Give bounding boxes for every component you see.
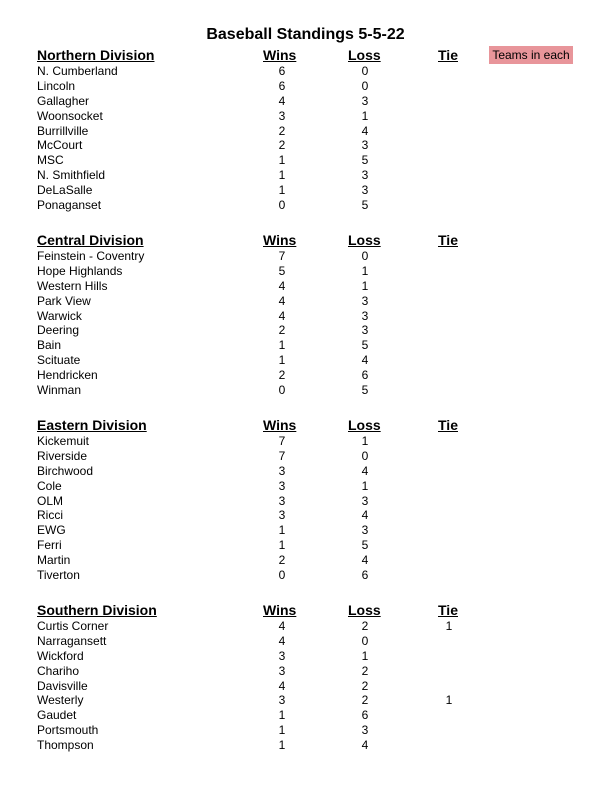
team-losses: 4	[361, 738, 369, 753]
team-name: N. Smithfield	[37, 168, 106, 183]
team-losses: 1	[361, 434, 369, 448]
team-row	[0, 553, 611, 568]
tie-header: Tie	[438, 232, 458, 248]
team-name: Gallagher	[37, 93, 90, 108]
team-losses: 1	[361, 278, 369, 293]
team-name: Deering	[37, 323, 80, 338]
team-wins: 6	[278, 78, 286, 93]
team-row	[0, 279, 611, 294]
team-name: Wickford	[37, 648, 84, 663]
team-row	[0, 568, 611, 583]
team-name: Ponaganset	[37, 198, 102, 213]
team-name: Riverside	[37, 448, 88, 463]
team-losses: 3	[361, 183, 369, 198]
team-row	[0, 494, 611, 509]
team-name: OLM	[37, 493, 64, 508]
team-losses: 0	[361, 64, 369, 78]
division-section	[0, 602, 611, 753]
wins-header: Wins	[263, 47, 297, 63]
team-row	[0, 708, 611, 723]
team-losses: 2	[361, 693, 369, 708]
team-wins: 4	[278, 678, 286, 693]
team-list	[0, 249, 611, 398]
team-name: Narragansett	[37, 633, 107, 648]
team-wins: 6	[278, 64, 286, 78]
team-wins: 1	[278, 538, 286, 553]
team-name: Kickemuit	[37, 434, 90, 448]
team-wins: 3	[278, 463, 286, 478]
team-ties: 1	[445, 619, 453, 633]
team-name: Lincoln	[37, 78, 76, 93]
team-row	[0, 294, 611, 309]
team-row	[0, 723, 611, 738]
team-row	[0, 634, 611, 649]
division-header	[0, 417, 611, 434]
team-row	[0, 383, 611, 398]
team-row	[0, 323, 611, 338]
team-wins: 1	[278, 183, 286, 198]
team-name: Gaudet	[37, 708, 77, 723]
team-row	[0, 183, 611, 198]
team-wins: 4	[278, 633, 286, 648]
team-wins: 3	[278, 648, 286, 663]
team-wins: 0	[278, 568, 286, 583]
team-name: Portsmouth	[37, 723, 99, 738]
tie-header: Tie	[438, 417, 458, 433]
division-name: Central Division	[37, 232, 144, 248]
team-row	[0, 508, 611, 523]
team-losses: 5	[361, 153, 369, 168]
team-losses: 4	[361, 123, 369, 138]
division-header	[0, 602, 611, 619]
team-row	[0, 693, 611, 708]
team-row	[0, 249, 611, 264]
team-losses: 3	[361, 308, 369, 323]
team-wins: 2	[278, 368, 286, 383]
team-row	[0, 168, 611, 183]
loss-header: Loss	[348, 232, 381, 248]
tie-header: Tie	[438, 602, 458, 618]
team-name: Bain	[37, 338, 62, 353]
team-losses: 0	[361, 78, 369, 93]
team-wins: 3	[278, 508, 286, 523]
team-name: Birchwood	[37, 463, 94, 478]
team-name: McCourt	[37, 138, 83, 153]
team-wins: 3	[278, 478, 286, 493]
team-losses: 5	[361, 538, 369, 553]
team-row	[0, 64, 611, 79]
team-losses: 6	[361, 368, 369, 383]
loss-header: Loss	[348, 417, 381, 433]
team-name: EWG	[37, 523, 66, 538]
team-row	[0, 664, 611, 679]
team-wins: 1	[278, 153, 286, 168]
team-losses: 3	[361, 138, 369, 153]
division-name: Southern Division	[37, 602, 157, 618]
team-losses: 2	[361, 678, 369, 693]
team-name: Scituate	[37, 353, 81, 368]
team-wins: 4	[278, 619, 286, 633]
wins-header: Wins	[263, 602, 297, 618]
division-name: Eastern Division	[37, 417, 147, 433]
team-name: Ricci	[37, 508, 63, 523]
division-section	[0, 47, 611, 213]
team-name: N. Cumberland	[37, 64, 118, 78]
team-losses: 1	[361, 108, 369, 123]
team-name: Davisville	[37, 678, 88, 693]
team-row	[0, 309, 611, 324]
division-header	[0, 232, 611, 249]
team-losses: 2	[361, 619, 369, 633]
team-wins: 2	[278, 553, 286, 568]
team-losses: 4	[361, 463, 369, 478]
team-name: Winman	[37, 383, 82, 398]
team-name: Burrillville	[37, 123, 89, 138]
team-row	[0, 523, 611, 538]
team-name: Tiverton	[37, 568, 80, 583]
team-wins: 1	[278, 738, 286, 753]
team-wins: 3	[278, 493, 286, 508]
team-name: DeLaSalle	[37, 183, 93, 198]
team-name: Curtis Corner	[37, 619, 109, 633]
tie-header: Tie	[438, 47, 458, 63]
team-losses: 3	[361, 293, 369, 308]
team-losses: 0	[361, 448, 369, 463]
team-losses: 3	[361, 323, 369, 338]
team-wins: 4	[278, 293, 286, 308]
team-wins: 1	[278, 168, 286, 183]
team-wins: 1	[278, 353, 286, 368]
team-name: Martin	[37, 553, 71, 568]
team-row	[0, 449, 611, 464]
team-row	[0, 649, 611, 664]
team-losses: 3	[361, 493, 369, 508]
team-name: Feinstein - Coventry	[37, 249, 145, 263]
wins-header: Wins	[263, 232, 297, 248]
team-ties: 1	[445, 693, 453, 708]
team-row	[0, 138, 611, 153]
division-section	[0, 232, 611, 398]
team-wins: 4	[278, 308, 286, 323]
team-row	[0, 124, 611, 139]
team-wins: 4	[278, 278, 286, 293]
team-row	[0, 353, 611, 368]
team-wins: 0	[278, 383, 286, 398]
team-row	[0, 434, 611, 449]
team-losses: 5	[361, 338, 369, 353]
team-row	[0, 94, 611, 109]
team-losses: 1	[361, 263, 369, 278]
team-wins: 2	[278, 138, 286, 153]
team-name: Woonsocket	[37, 108, 103, 123]
team-wins: 1	[278, 708, 286, 723]
page-title: Baseball Standings 5-5-22	[206, 26, 405, 43]
team-row	[0, 479, 611, 494]
team-row	[0, 368, 611, 383]
loss-header: Loss	[348, 47, 381, 63]
team-losses: 4	[361, 553, 369, 568]
division-name: Northern Division	[37, 47, 155, 63]
team-name: Hope Highlands	[37, 263, 123, 278]
team-name: Hendricken	[37, 368, 98, 383]
team-row	[0, 153, 611, 168]
team-wins: 7	[278, 434, 286, 448]
team-name: Westerly	[37, 693, 84, 708]
team-name: Park View	[37, 293, 91, 308]
team-losses: 0	[361, 249, 369, 263]
team-row	[0, 538, 611, 553]
wins-header: Wins	[263, 417, 297, 433]
team-losses: 0	[361, 633, 369, 648]
team-losses: 1	[361, 478, 369, 493]
team-wins: 2	[278, 323, 286, 338]
team-wins: 7	[278, 249, 286, 263]
team-row	[0, 679, 611, 694]
team-losses: 3	[361, 168, 369, 183]
team-row	[0, 109, 611, 124]
team-wins: 5	[278, 263, 286, 278]
team-name: Western Hills	[37, 278, 108, 293]
team-row	[0, 79, 611, 94]
team-losses: 3	[361, 93, 369, 108]
team-name: Warwick	[37, 308, 82, 323]
team-row	[0, 338, 611, 353]
division-header	[0, 47, 611, 64]
team-name: MSC	[37, 153, 64, 168]
team-wins: 3	[278, 108, 286, 123]
team-name: Thompson	[37, 738, 94, 753]
team-wins: 3	[278, 693, 286, 708]
team-losses: 2	[361, 663, 369, 678]
team-wins: 1	[278, 723, 286, 738]
team-losses: 4	[361, 508, 369, 523]
team-wins: 1	[278, 338, 286, 353]
division-section	[0, 417, 611, 583]
team-wins: 3	[278, 663, 286, 678]
teams-note-badge: Teams in each	[489, 46, 573, 64]
team-wins: 4	[278, 93, 286, 108]
team-wins: 1	[278, 523, 286, 538]
team-losses: 6	[361, 708, 369, 723]
team-wins: 2	[278, 123, 286, 138]
team-wins: 7	[278, 448, 286, 463]
team-row	[0, 264, 611, 279]
team-losses: 6	[361, 568, 369, 583]
team-row	[0, 464, 611, 479]
team-row	[0, 738, 611, 753]
team-losses: 3	[361, 723, 369, 738]
team-losses: 5	[361, 383, 369, 398]
team-row	[0, 198, 611, 213]
team-losses: 5	[361, 198, 369, 213]
team-list	[0, 434, 611, 583]
team-losses: 3	[361, 523, 369, 538]
team-row	[0, 619, 611, 634]
team-name: Chariho	[37, 663, 80, 678]
team-list	[0, 64, 611, 213]
team-list	[0, 619, 611, 753]
team-losses: 4	[361, 353, 369, 368]
loss-header: Loss	[348, 602, 381, 618]
team-wins: 0	[278, 198, 286, 213]
team-losses: 1	[361, 648, 369, 663]
team-name: Cole	[37, 478, 62, 493]
team-name: Ferri	[37, 538, 62, 553]
